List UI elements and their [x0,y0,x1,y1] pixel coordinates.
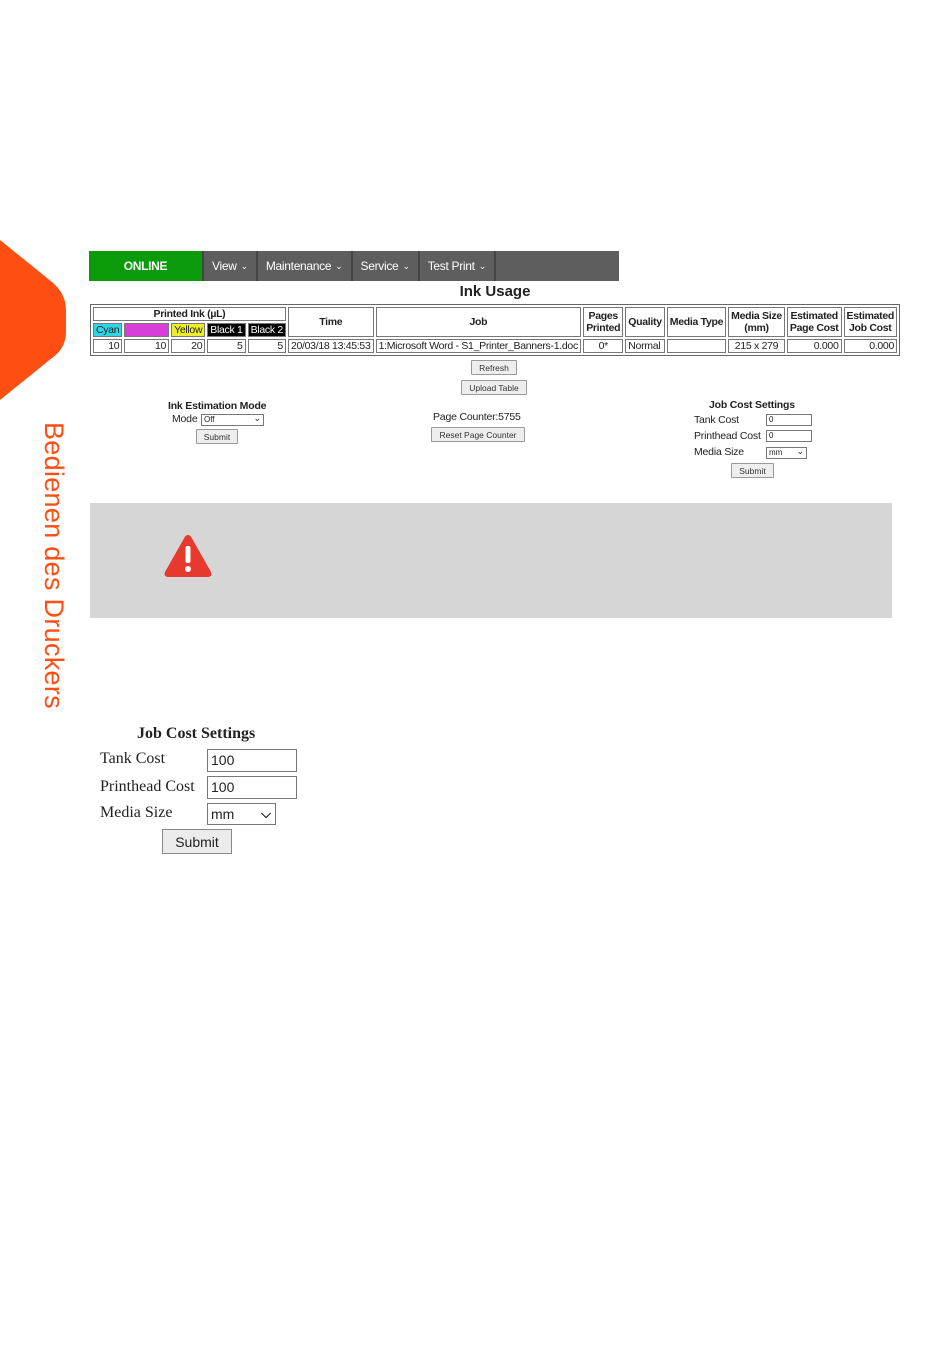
printhead-cost-label: Printhead Cost [100,778,195,795]
cell-cyan: 10 [93,339,122,353]
media-size-label: Media Size [100,804,173,821]
ink-usage-table [90,304,900,356]
cell-job-cost: 0.000 [844,339,897,353]
col-media-size: Media Size (mm) [728,307,785,337]
menu-test-print[interactable]: Test Print ⌄ [418,251,496,281]
col-est-job-cost: Estimated Job Cost [844,307,897,337]
printhead-cost-label-small: Printhead Cost [694,430,761,442]
tank-cost-label-small: Tank Cost [694,414,739,426]
ink-estimation-title: Ink Estimation Mode [168,400,267,412]
ink-black1-header: Black 1 [207,323,245,337]
cell-black1: 5 [207,339,245,353]
page-counter-text: Page Counter:5755 [433,411,521,423]
ink-cyan-header: Cyan [93,323,122,337]
menu-maintenance[interactable]: Maintenance ⌄ [256,251,351,281]
job-cost-title-small: Job Cost Settings [709,399,795,411]
chapter-title: Bedienen des Druckers [39,422,69,709]
job-cost-title: Job Cost Settings [137,725,256,742]
reset-page-counter-button[interactable]: Reset Page Counter [431,427,525,442]
tank-cost-label: Tank Cost [100,750,166,767]
ink-yellow-header: Yellow [171,323,205,337]
ink-magenta-header: Magenta [124,323,169,337]
mode-select[interactable]: Off ⌄ [201,414,264,426]
cell-media-size: 215 x 279 [728,339,785,353]
ink-usage-title: Ink Usage [459,283,531,300]
ink-black2-header: Black 2 [248,323,286,337]
chapter-tab-shape [0,240,66,400]
refresh-button[interactable]: Refresh [471,360,517,375]
online-status-badge: ONLINE [89,251,202,281]
media-size-select[interactable]: mm ⌵ [207,803,276,825]
printhead-cost-input[interactable]: 100 [207,776,297,799]
chevron-down-icon: ⌵ [261,806,271,821]
cell-page-cost: 0.000 [787,339,842,353]
job-cost-submit-button[interactable]: Submit [162,829,232,854]
col-est-page-cost: Estimated Page Cost [787,307,842,337]
job-cost-submit-button-small[interactable]: Submit [731,463,774,478]
tank-cost-input-small[interactable]: 0 [766,414,812,426]
cell-black2: 5 [248,339,286,353]
printer-nav-bar [89,251,619,281]
chevron-down-icon: ⌄ [478,260,486,271]
printed-ink-header: Printed Ink (µL) [93,307,286,321]
warning-box [90,503,892,618]
col-pages-printed: Pages Printed [583,307,623,337]
warning-icon [163,533,213,579]
cell-pages: 0* [583,339,623,353]
table-row [93,339,897,353]
chevron-down-icon: ⌄ [240,260,248,271]
media-size-label-small: Media Size [694,446,744,458]
printhead-cost-input-small[interactable]: 0 [766,430,812,442]
cell-media-type [667,339,726,353]
mode-label: Mode [172,413,198,425]
cell-yellow: 20 [171,339,205,353]
cell-magenta: 10 [124,339,169,353]
chevron-down-icon: ⌄ [402,260,410,271]
menu-service[interactable]: Service ⌄ [351,251,418,281]
col-job: Job [376,307,582,337]
chevron-down-icon: ⌄ [253,413,261,423]
cell-time: 20/03/18 13:45:53 [288,339,374,353]
tank-cost-input[interactable]: 100 [207,749,297,772]
cell-quality: Normal [625,339,665,353]
media-size-select-small[interactable]: mm ⌄ [766,447,807,459]
chevron-down-icon: ⌄ [335,260,343,271]
cell-job: 1:Microsoft Word - S1_Printer_Banners-1.doc [376,339,582,353]
chevron-down-icon: ⌄ [796,446,804,456]
col-media-type: Media Type [667,307,726,337]
upload-table-button[interactable]: Upload Table [461,380,527,395]
col-time: Time [288,307,374,337]
menu-view[interactable]: View ⌄ [202,251,256,281]
col-quality: Quality [625,307,665,337]
ink-estimation-submit-button[interactable]: Submit [196,429,238,444]
